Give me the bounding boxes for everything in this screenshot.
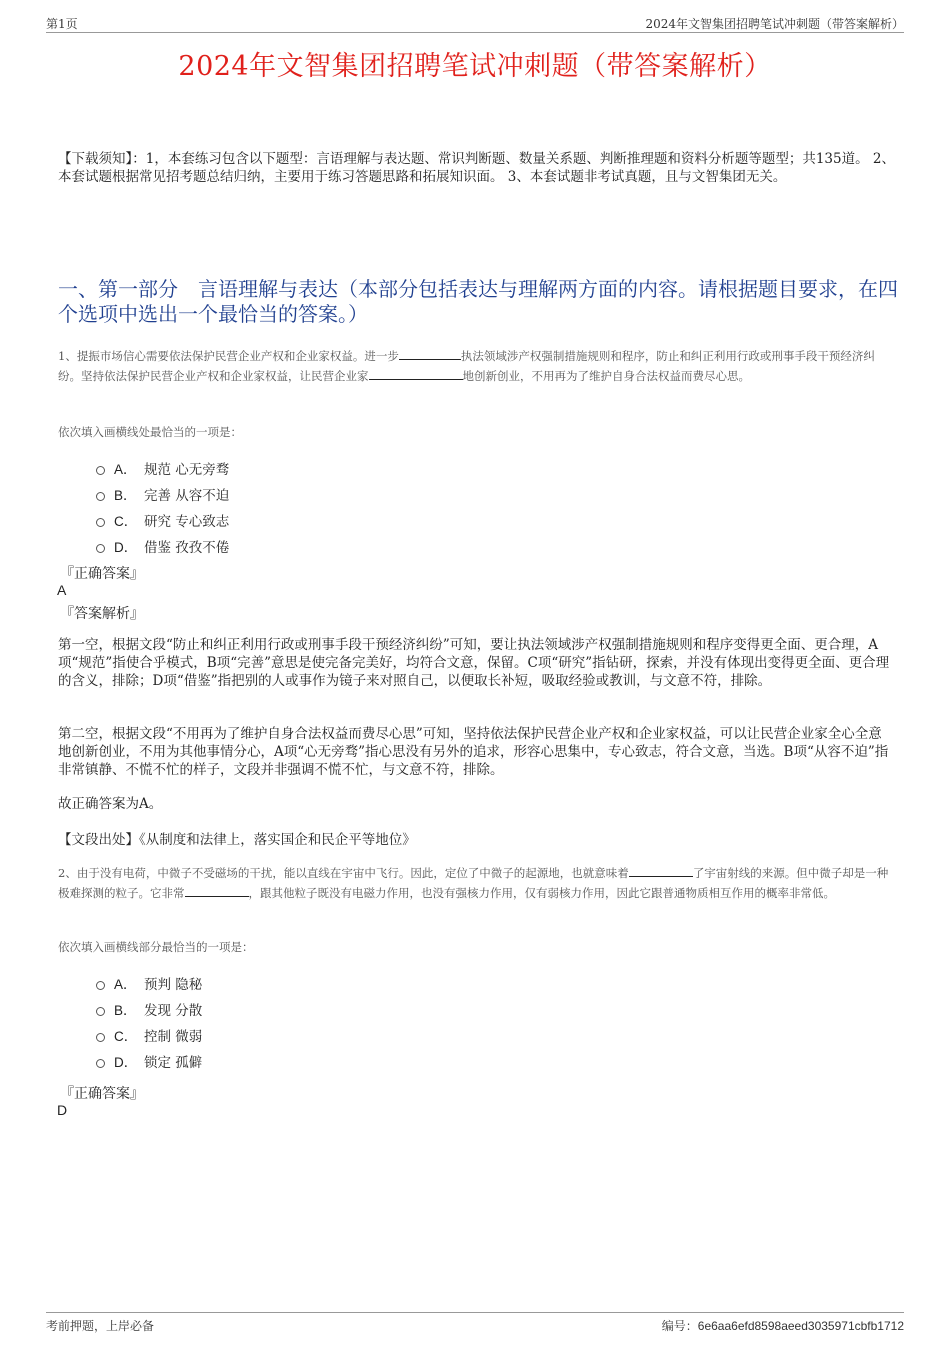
question-1-hint: 依次填入画横线处最恰当的一项是： (58, 425, 242, 439)
q2-option-b[interactable]: B． 发现 分散 (96, 999, 202, 1019)
q1-option-b[interactable]: B． 完善 从容不迫 (96, 484, 229, 504)
radio-icon[interactable] (96, 544, 105, 553)
page-footer (46, 1312, 904, 1335)
q1-answer: A (57, 582, 67, 598)
question-1-stem: 1、提振市场信心需要依法保护民营企业产权和企业家权益。进一步 执法领域涉产权强制措施规则和程序，防止和纠正利用行政或刑事手段干预经济纠纷。坚持依法保护民营企业产权和企业家权益，让民营企业家 地创新创业，不用再为了维护自身合法权益而费尽心思。 (58, 346, 896, 386)
question-2-stem: 2、由于没有电荷，中微子不受磁场的干扰，能以直线在宇宙中飞行。因此，定位了中微子的起源地，也就意味着 了宇宙射线的来源。但中微子却是一种极难探测的粒子。它非常 ，跟其他粒子既没有电磁力作用，也没有强核力作用，仅有弱核力作用，因此它跟普通物质相互作用的概率非常低。 (58, 863, 896, 903)
q1-conclusion: 故正确答案为A。 (58, 796, 163, 812)
radio-icon[interactable] (96, 1007, 105, 1016)
q1-analysis-label: 『答案解析』 (60, 606, 144, 622)
q1-option-d[interactable]: D． 借鉴 孜孜不倦 (96, 536, 229, 556)
q2-answer: D (57, 1102, 68, 1118)
q2-answer-label: 『正确答案』 (60, 1086, 144, 1102)
q2-option-d[interactable]: D． 锁定 孤僻 (96, 1051, 202, 1071)
q1-answer-label: 『正确答案』 (60, 566, 144, 582)
footer-slogan: 考前押题，上岸必备 (46, 1319, 155, 1333)
radio-icon[interactable] (96, 518, 105, 527)
radio-icon[interactable] (96, 492, 105, 501)
q2-option-c[interactable]: C． 控制 微弱 (96, 1025, 202, 1045)
q1-option-c[interactable]: C． 研究 专心致志 (96, 510, 229, 530)
question-2-hint: 依次填入画横线部分最恰当的一项是： (58, 940, 254, 954)
blank-1 (629, 863, 693, 877)
radio-icon[interactable] (96, 1033, 105, 1042)
q2-option-a[interactable]: A． 预判 隐秘 (96, 973, 202, 993)
footer-code: 编号：6e6aa6efd8598aeed3035971cbfb1712 (661, 1319, 904, 1333)
q1-option-a[interactable]: A． 规范 心无旁骛 (96, 458, 229, 478)
radio-icon[interactable] (96, 981, 105, 990)
radio-icon[interactable] (96, 1059, 105, 1068)
section-heading: 一、第一部分 言语理解与表达（本部分包括表达与理解两方面的内容。请根据题目要求，在四个选项中选出一个最恰当的答案。） (58, 277, 898, 326)
header-doc-title: 2024年文智集团招聘笔试冲刺题（带答案解析） (645, 17, 904, 31)
radio-icon[interactable] (96, 466, 105, 475)
q1-analysis-para-2: 第二空，根据文段“不用再为了维护自身合法权益而费尽心思”可知，坚持依法保护民营企业产权和企业家权益，可以让民营企业家全心全意地创新创业，不用为其他事情分心，A项“心无旁骛”指心思没有另外的追求，形容心思集中，专心致志，符合文意，当选。B项“从容不迫”指非常镇静、不慌不忙的样子，文段并非强调不慌不忙，与文意不符，排除。 (58, 726, 889, 778)
page-number: 第1页 (46, 17, 78, 31)
q1-analysis-para-1: 第一空，根据文段“防止和纠正利用行政或刑事手段干预经济纠纷”可知，要让执法领域涉产权强制措施规则和程序变得更全面、更合理，A项“规范”指使合乎模式，B项“完善”意思是使完备完美好，均符合文意，保留。C项“研究”指钻研，探索，并没有体现出变得更全面、更合理的含义，排除；D项“借鉴”指把别的人或事作为镜子来对照自己，以便取长补短，吸取经验或教训，与文意不符，排除。 (58, 637, 890, 689)
blank-1 (399, 346, 461, 360)
document-title: 2024年文智集团招聘笔试冲刺题（带答案解析） (178, 51, 772, 82)
download-notice: 【下载须知】：1，本套练习包含以下题型：言语理解与表达题、常识判断题、数量关系题、判断推理题和资料分析题等题型；共135道。 2、本套试题根据常见招考题总结归纳，主要用于练习答题思路和拓展知识面。 3、本套试题非考试真题，且与文智集团无关。 (58, 151, 895, 185)
q1-source: 【文段出处】《从制度和法律上，落实国企和民企平等地位》 (58, 832, 416, 848)
blank-2 (185, 883, 249, 897)
blank-2 (369, 366, 463, 380)
page-header (46, 12, 904, 33)
